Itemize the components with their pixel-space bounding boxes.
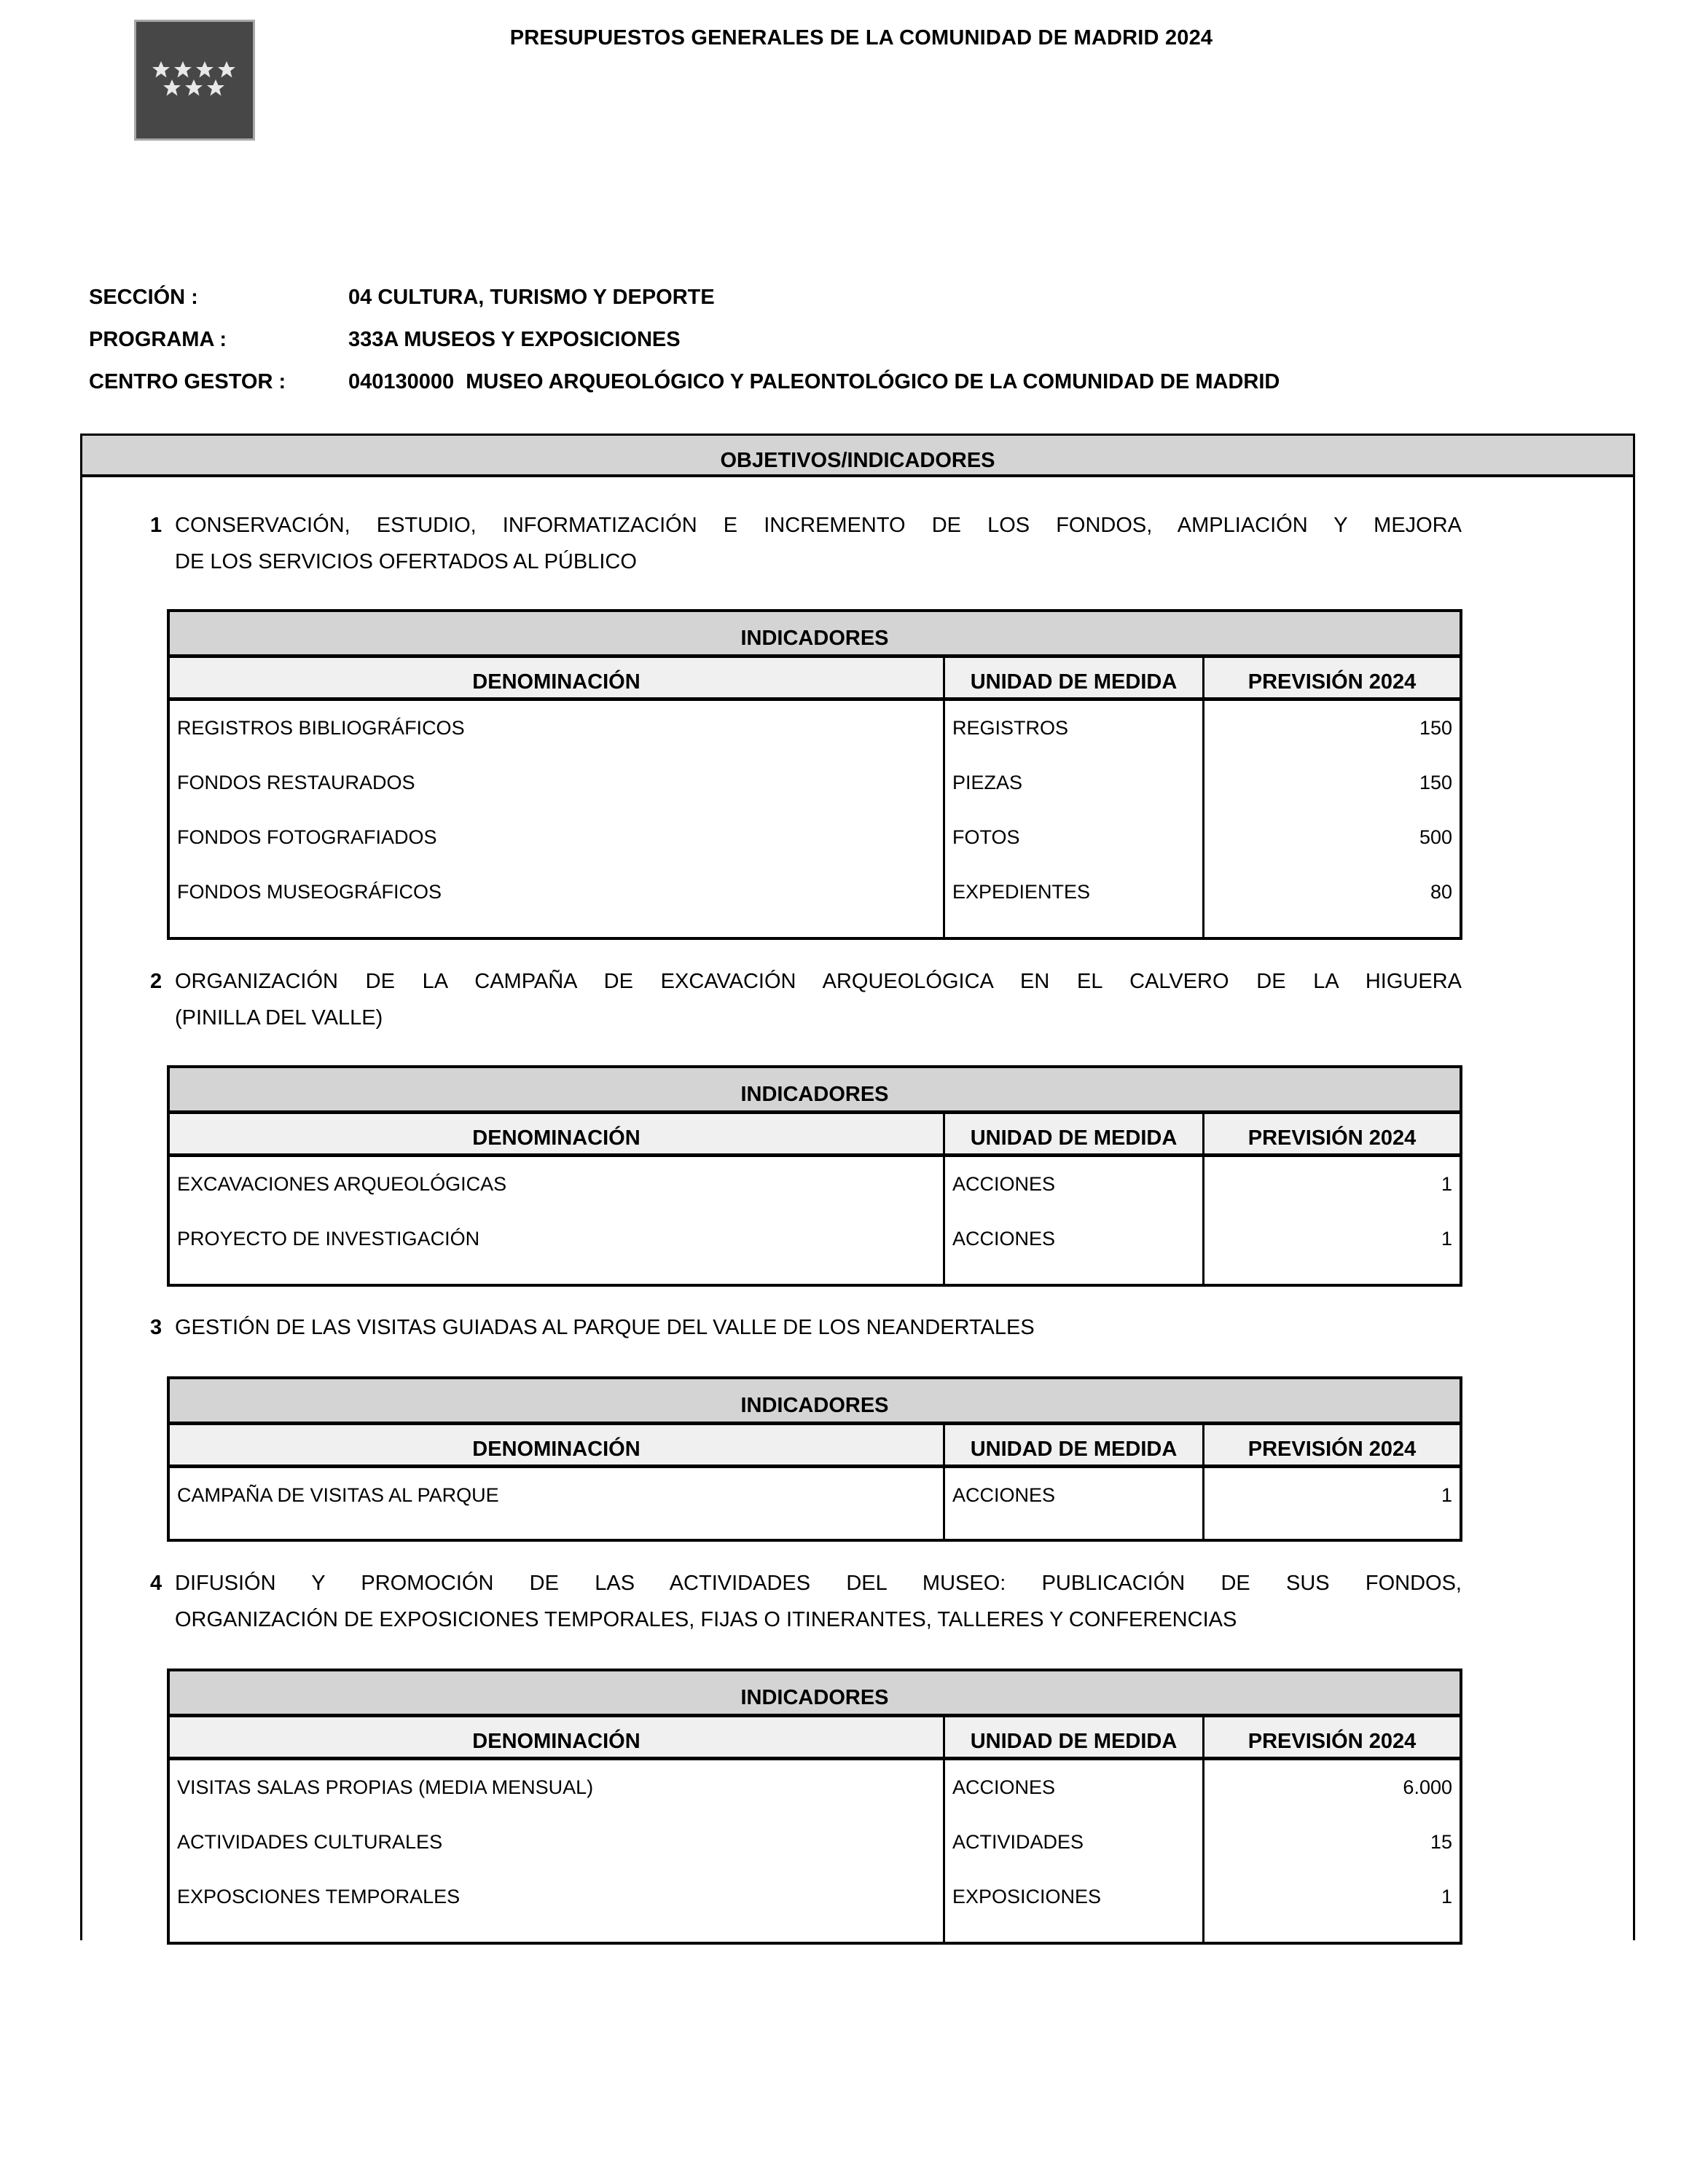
objective-text-line2: DE LOS SERVICIOS OFERTADOS AL PÚBLICO <box>175 550 637 573</box>
cell-denominacion: FONDOS FOTOGRAFIADOS <box>170 810 945 865</box>
objective-text-line1: ORGANIZACIÓN DE LA CAMPAÑA DE EXCAVACIÓN ARQUEOLÓGICA EN EL CALVERO DE LA HIGUERA <box>175 970 1462 993</box>
table-header-row <box>170 1114 1460 1157</box>
objective-text-line2: (PINILLA DEL VALLE) <box>175 1006 383 1030</box>
table-row <box>170 1870 1460 1924</box>
cell-unidad: ACCIONES <box>945 1760 1204 1815</box>
cell-denominacion: VISITAS SALAS PROPIAS (MEDIA MENSUAL) <box>170 1760 945 1815</box>
table-padding <box>170 1924 1460 1942</box>
cell-denominacion: EXPOSCIONES TEMPORALES <box>170 1870 945 1924</box>
cell-unidad: FOTOS <box>945 810 1204 865</box>
table-row <box>170 756 1460 810</box>
table-row <box>170 1468 1460 1523</box>
cell-unidad: ACCIONES <box>945 1157 1204 1212</box>
table-band-title: INDICADORES <box>170 612 1460 658</box>
seccion-value: 04 CULTURA, TURISMO Y DEPORTE <box>348 286 715 309</box>
cell-denominacion: EXCAVACIONES ARQUEOLÓGICAS <box>170 1157 945 1212</box>
table-padding <box>170 920 1460 937</box>
col-header-unidad: UNIDAD DE MEDIDA <box>945 1114 1204 1153</box>
indicators-table-2 <box>167 1065 1462 1287</box>
objective-1 <box>150 507 1462 580</box>
objective-text-line1: DIFUSIÓN Y PROMOCIÓN DE LAS ACTIVIDADES DEL MUSEO: PUBLICACIÓN DE SUS FONDOS, <box>175 1572 1462 1595</box>
table-padding <box>170 1523 1460 1539</box>
objective-text-line1: GESTIÓN DE LAS VISITAS GUIADAS AL PARQUE DEL VALLE DE LOS NEANDERTALES <box>175 1316 1035 1339</box>
centro-gestor-value: 040130000 MUSEO ARQUEOLÓGICO Y PALEONTOLÓGICO DE LA COMUNIDAD DE MADRID <box>348 370 1280 393</box>
cell-prevision: 1 <box>1441 1484 1452 1506</box>
cell-denominacion: FONDOS RESTAURADOS <box>170 756 945 810</box>
col-header-denominacion: DENOMINACIÓN <box>170 1425 945 1465</box>
cell-prevision: 500 <box>1419 826 1452 848</box>
table-row <box>170 810 1460 865</box>
col-header-prevision: PREVISIÓN 2024 <box>1247 670 1417 694</box>
table-row <box>170 1157 1460 1212</box>
cell-unidad: ACCIONES <box>945 1212 1204 1266</box>
objective-number: 4 <box>150 1572 162 1595</box>
cell-denominacion: REGISTROS BIBLIOGRÁFICOS <box>170 701 945 756</box>
cell-unidad: EXPOSICIONES <box>945 1870 1204 1924</box>
objective-number: 3 <box>150 1316 162 1339</box>
table-row <box>170 1815 1460 1870</box>
programa-value: 333A MUSEOS Y EXPOSICIONES <box>348 328 681 351</box>
cell-prevision: 150 <box>1419 772 1452 793</box>
col-header-prevision: PREVISIÓN 2024 <box>1247 1730 1417 1753</box>
objective-text-line1: CONSERVACIÓN, ESTUDIO, INFORMATIZACIÓN E INCREMENTO DE LOS FONDOS, AMPLIACIÓN Y MEJORA <box>175 514 1462 537</box>
objectives-frame-title: OBJETIVOS/INDICADORES <box>80 434 1635 477</box>
table-band-title: INDICADORES <box>170 1671 1460 1717</box>
cell-prevision: 6.000 <box>1403 1776 1452 1798</box>
col-header-denominacion: DENOMINACIÓN <box>170 658 945 697</box>
stars-icon <box>145 60 247 101</box>
centro-gestor-label: CENTRO GESTOR : <box>89 370 286 393</box>
cell-prevision: 1 <box>1441 1886 1452 1908</box>
col-header-denominacion: DENOMINACIÓN <box>170 1717 945 1757</box>
objective-number: 2 <box>150 970 162 993</box>
cell-prevision: 1 <box>1441 1228 1452 1250</box>
table-row <box>170 1212 1460 1266</box>
col-header-prevision: PREVISIÓN 2024 <box>1247 1126 1417 1150</box>
table-header-row <box>170 658 1460 701</box>
table-header-row <box>170 1717 1460 1760</box>
cell-unidad: ACCIONES <box>945 1468 1204 1523</box>
seccion-label: SECCIÓN : <box>89 286 198 309</box>
objective-3 <box>150 1309 1462 1346</box>
cell-denominacion: PROYECTO DE INVESTIGACIÓN <box>170 1212 945 1266</box>
col-header-unidad: UNIDAD DE MEDIDA <box>945 658 1204 697</box>
cell-unidad: EXPEDIENTES <box>945 865 1204 920</box>
table-padding <box>170 1266 1460 1284</box>
cell-unidad: ACTIVIDADES <box>945 1815 1204 1870</box>
indicators-table-3 <box>167 1376 1462 1542</box>
cell-prevision: 150 <box>1419 717 1452 739</box>
table-band-title: INDICADORES <box>170 1068 1460 1114</box>
col-header-unidad: UNIDAD DE MEDIDA <box>945 1425 1204 1465</box>
cell-denominacion: FONDOS MUSEOGRÁFICOS <box>170 865 945 920</box>
cell-prevision: 80 <box>1430 881 1452 903</box>
objective-4 <box>150 1565 1462 1638</box>
objective-text-line2: ORGANIZACIÓN DE EXPOSICIONES TEMPORALES, FIJAS O ITINERANTES, TALLERES Y CONFERENCIAS <box>175 1608 1237 1631</box>
cell-prevision: 15 <box>1430 1831 1452 1853</box>
objective-number: 1 <box>150 514 162 537</box>
cell-denominacion: ACTIVIDADES CULTURALES <box>170 1815 945 1870</box>
programa-label: PROGRAMA : <box>89 328 227 351</box>
table-header-row <box>170 1425 1460 1468</box>
col-header-prevision: PREVISIÓN 2024 <box>1247 1438 1417 1461</box>
table-band-title: INDICADORES <box>170 1379 1460 1425</box>
cell-unidad: REGISTROS <box>945 701 1204 756</box>
cell-unidad: PIEZAS <box>945 756 1204 810</box>
document-title: PRESUPUESTOS GENERALES DE LA COMUNIDAD DE MADRID 2024 <box>509 26 1213 50</box>
col-header-denominacion: DENOMINACIÓN <box>170 1114 945 1153</box>
table-row <box>170 1760 1460 1815</box>
table-row <box>170 701 1460 756</box>
indicators-table-1 <box>167 609 1462 940</box>
cell-denominacion: CAMPAÑA DE VISITAS AL PARQUE <box>170 1468 945 1523</box>
objective-2 <box>150 963 1462 1036</box>
col-header-unidad: UNIDAD DE MEDIDA <box>945 1717 1204 1757</box>
indicators-table-4 <box>167 1669 1462 1945</box>
table-row <box>170 865 1460 920</box>
cell-prevision: 1 <box>1441 1173 1452 1195</box>
